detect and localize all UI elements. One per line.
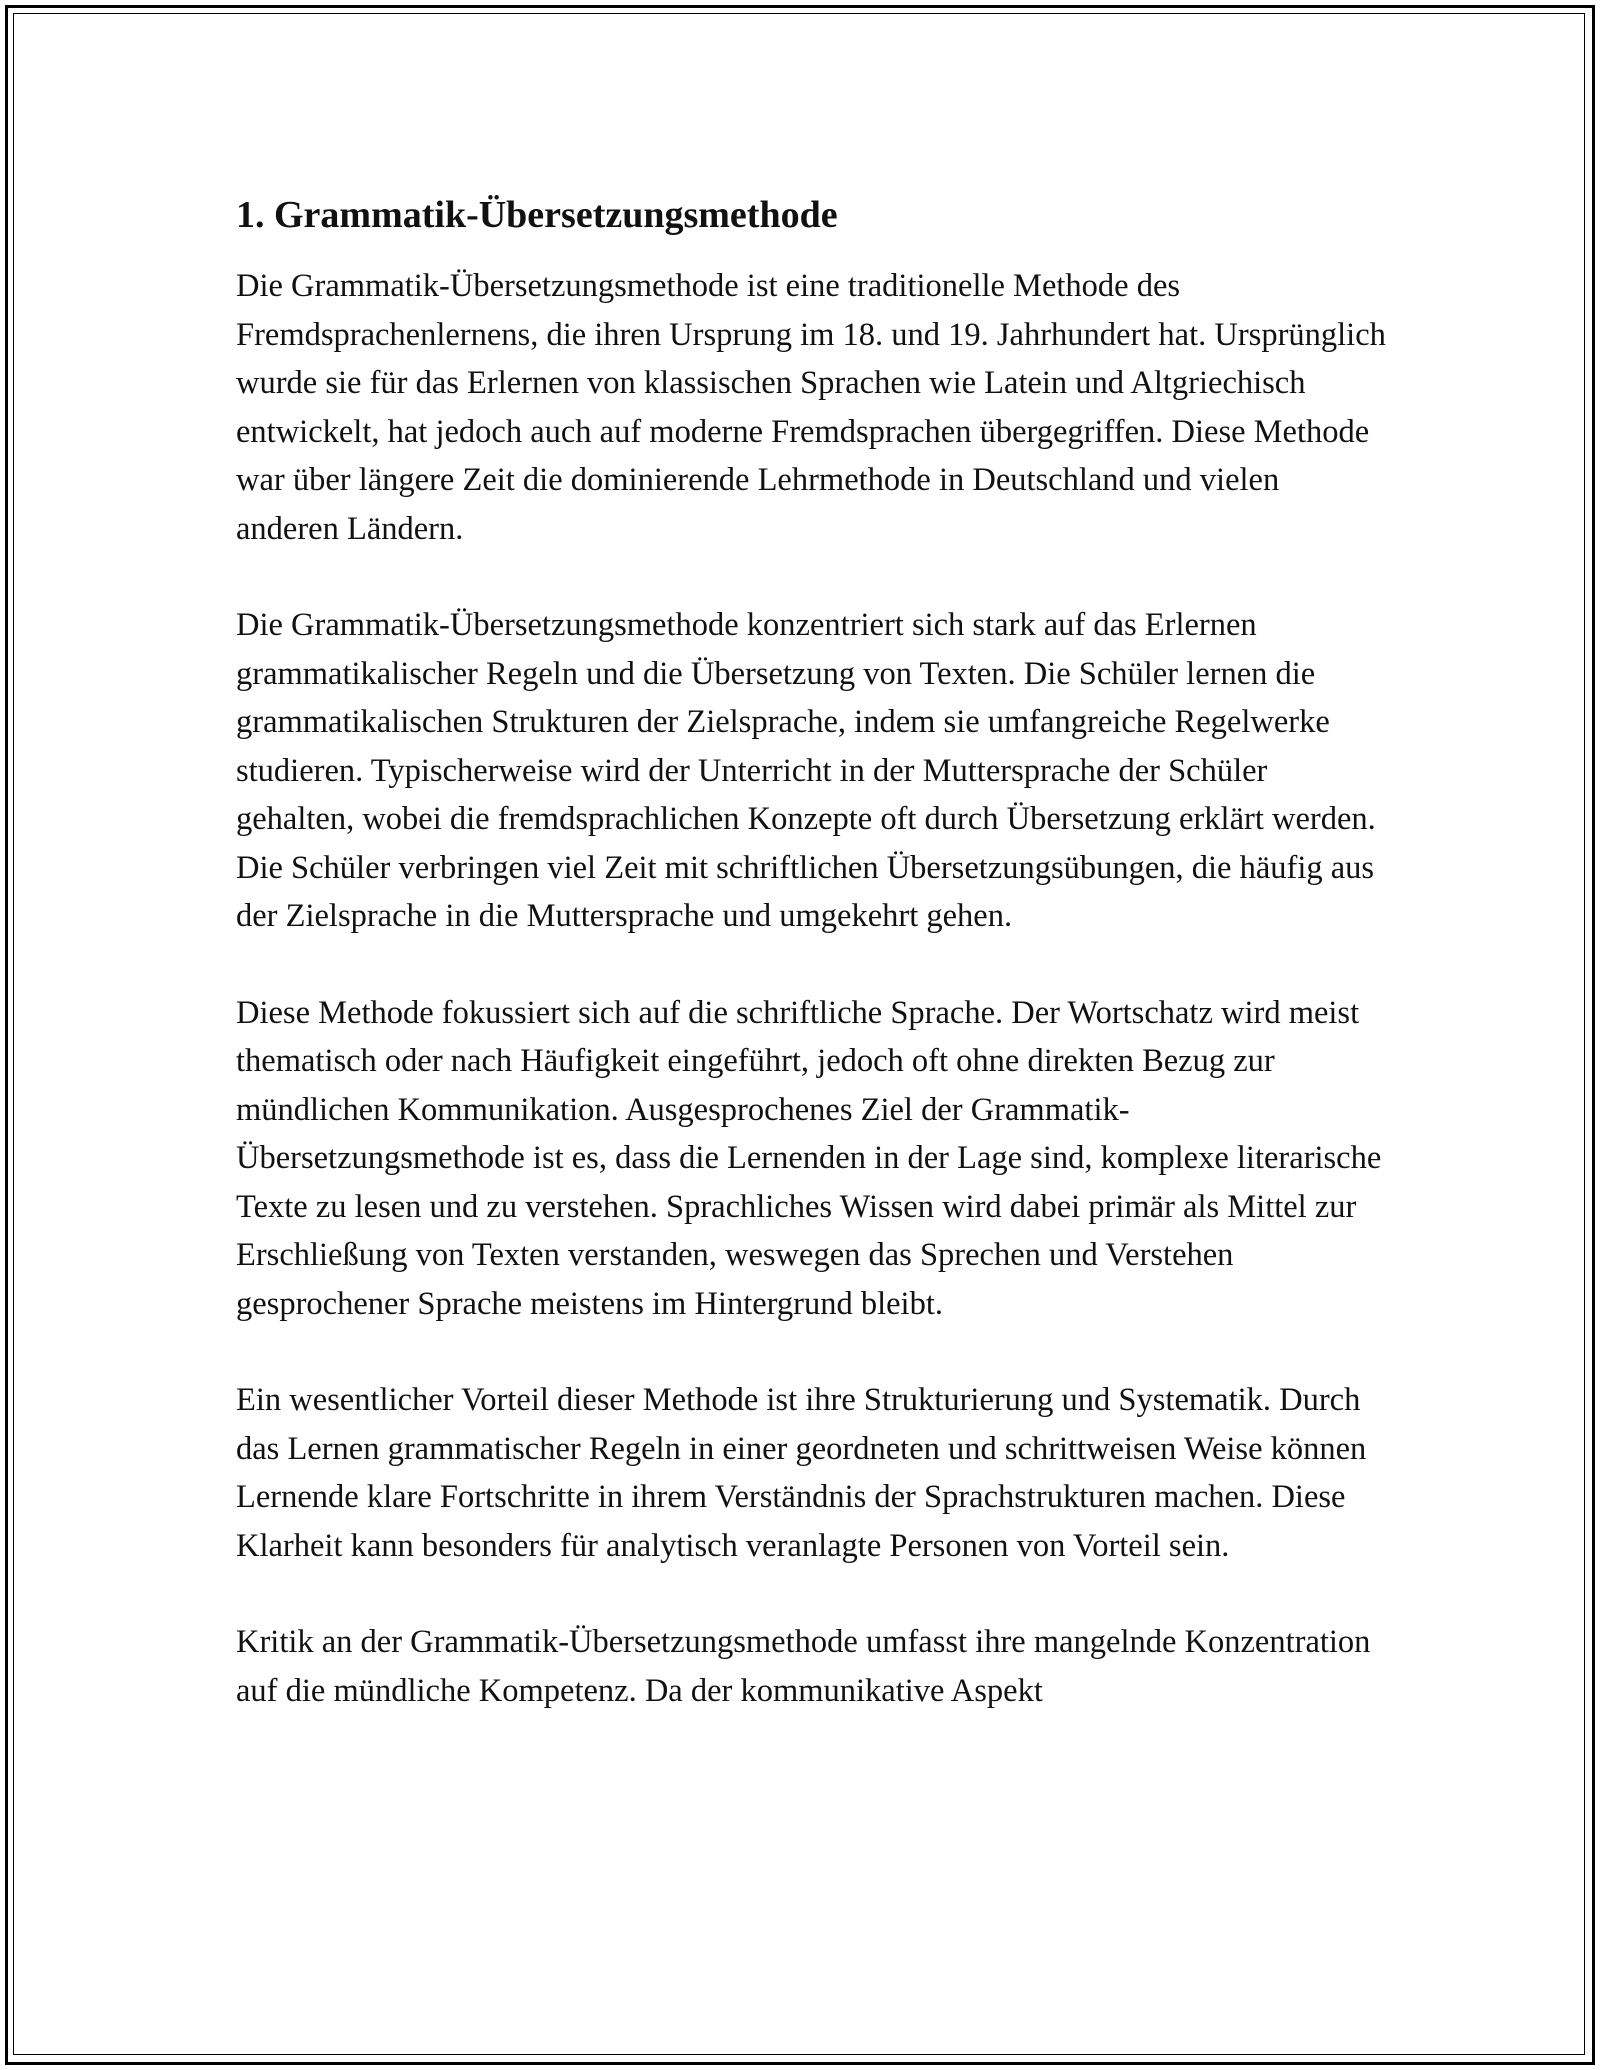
paragraph-5: Kritik an der Grammatik-Übersetzungsmethode umfasst ihre mangelnde Konzentration auf die mündliche Kompetenz. Da der kommunikative Aspekt: [236, 1624, 1371, 1709]
paragraph-2: Die Grammatik-Übersetzungsmethode konzentriert sich stark auf das Erlernen grammatikalischer Regeln und die Übersetzung von Texten. Die Schüler lernen die grammatikalischen Strukturen der Zielsprache, indem sie umfangreiche Regelwerke studieren. Typischerweise wird der Unterricht in der Muttersprache der Schüler gehalten, wobei die fremdsprachlichen Konzepte oft durch Übersetzung erklärt werden. Die Schüler verbringen viel Zeit mit schriftlichen Übersetzungsübungen, die häufig aus der Zielsprache in die Muttersprache und umgekehrt gehen.: [236, 607, 1376, 934]
document-body: [236, 180, 1386, 1715]
section-heading: 1. Grammatik-Übersetzungsmethode: [236, 194, 838, 236]
paragraph-4: Ein wesentlicher Vorteil dieser Methode ist ihre Strukturierung und Systematik. Durch das Lernen grammatischer Regeln in einer geordneten und schrittweisen Weise können Lernende klare Fortschritte in ihrem Verständnis der Sprachstrukturen machen. Diese Klarheit kann besonders für analytisch veranlagte Personen von Vorteil sein.: [236, 1382, 1367, 1564]
paragraph-1: Die Grammatik-Übersetzungsmethode ist eine traditionelle Methode des Fremdsprachenlernens, die ihren Ursprung im 18. und 19. Jahrhundert hat. Ursprünglich wurde sie für das Erlernen von klassischen Sprachen wie Latein und Altgriechisch entwickelt, hat jedoch auch auf moderne Fremdsprachen übergegriffen. Diese Methode war über längere Zeit die dominierende Lehrmethode in Deutschland und vielen anderen Ländern.: [236, 268, 1386, 547]
paragraph-3: Diese Methode fokussiert sich auf die schriftliche Sprache. Der Wortschatz wird meist thematisch oder nach Häufigkeit eingeführt, jedoch oft ohne direkten Bezug zur mündlichen Kommunikation. Ausgesprochenes Ziel der Grammatik-Übersetzungsmethode ist es, dass die Lernenden in der Lage sind, komplexe literarische Texte zu lesen und zu verstehen. Sprachliches Wissen wird dabei primär als Mittel zur Erschließung von Texten verstanden, weswegen das Sprechen und Verstehen gesprochener Sprache meistens im Hintergrund bleibt.: [236, 994, 1382, 1322]
